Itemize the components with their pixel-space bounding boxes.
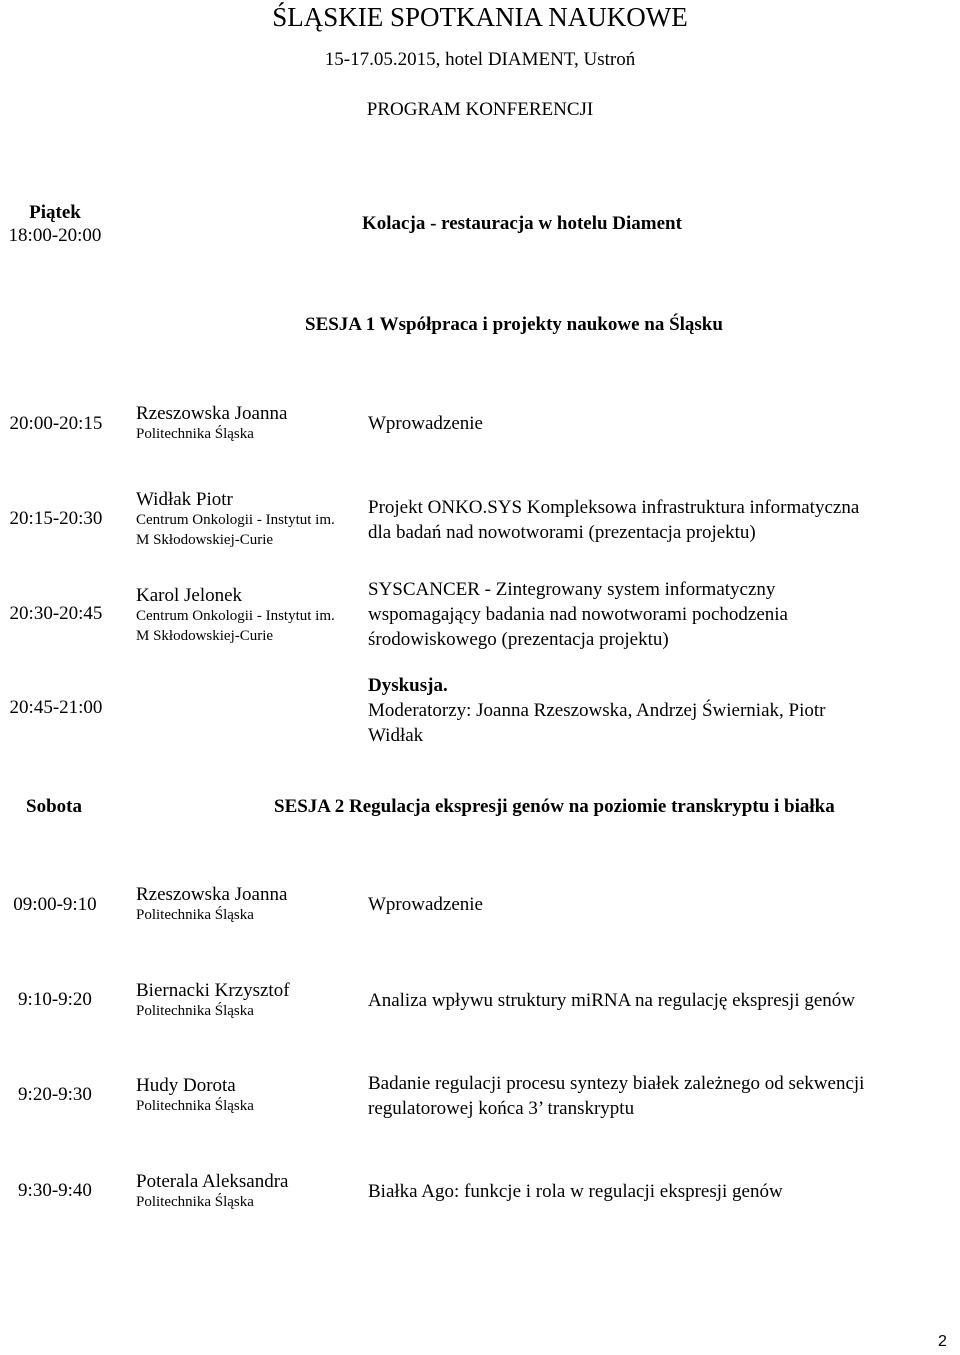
session1-item3-topic (368, 577, 788, 652)
speaker-affiliation: Centrum Onkologii - Instytut im. (136, 512, 335, 528)
session2-item2-time: 9:10-9:20 (18, 989, 92, 1010)
friday-event: Kolacja - restauracja w hotelu Diament (362, 213, 682, 234)
session2-item4-topic (368, 1179, 783, 1204)
session1-item1-speaker-block (136, 403, 287, 444)
session1-item1-time: 20:00-20:15 (9, 413, 103, 434)
page-number: 2 (938, 1333, 947, 1350)
topic-line: regulatorowej końca 3’ transkryptu (368, 1098, 635, 1119)
speaker-name: Rzeszowska Joanna (136, 403, 288, 424)
discussion-label: Dyskusja. (368, 675, 448, 696)
topic-line: Analiza wpływu struktury miRNA na regulację ekspresji genów (368, 990, 856, 1011)
session2-item1-topic (368, 892, 483, 917)
speaker-name: Poterala Aleksandra (136, 1171, 289, 1192)
friday-day-label: Piątek (29, 202, 81, 223)
speaker-affiliation: Politechnika Śląska (136, 907, 254, 923)
session1-discussion-time: 20:45-21:00 (9, 697, 103, 718)
saturday-day-label: Sobota (26, 796, 82, 817)
session1-item1-topic (368, 411, 483, 436)
speaker-affiliation: Politechnika Śląska (136, 1003, 254, 1019)
speaker-affiliation: Politechnika Śląska (136, 1098, 254, 1114)
session2-item2-topic (368, 988, 855, 1013)
session1-item2-speaker-block (136, 489, 335, 550)
topic-line: Wprowadzenie (368, 894, 483, 915)
speaker-affiliation: M Skłodowskiej-Curie (136, 532, 274, 548)
session2-item3-time: 9:20-9:30 (18, 1084, 92, 1105)
speaker-name: Biernacki Krzysztof (136, 980, 290, 1001)
session1-item2-time: 20:15-20:30 (9, 508, 103, 529)
speaker-affiliation: Politechnika Śląska (136, 1194, 254, 1210)
topic-line: Białka Ago: funkcje i rola w regulacji ekspresji genów (368, 1181, 783, 1202)
topic-line: Projekt ONKO.SYS Kompleksowa infrastruktura informatyczna (368, 497, 860, 518)
session2-item3-topic (368, 1071, 864, 1121)
session2-item1-speaker-block (136, 884, 287, 925)
speaker-name: Karol Jelonek (136, 585, 243, 606)
session2-item3-speaker-block (136, 1075, 254, 1116)
program-heading: PROGRAM KONFERENCJI (366, 99, 594, 120)
session1-item3-speaker-block (136, 585, 335, 646)
moderators-line: Widłak (368, 725, 424, 746)
moderators-line: Moderatorzy: Joanna Rzeszowska, Andrzej Świerniak, Piotr (368, 700, 826, 721)
topic-line: środowiskowego (prezentacja projektu) (368, 629, 669, 650)
session2-item2-speaker-block (136, 980, 290, 1021)
speaker-name: Hudy Dorota (136, 1075, 236, 1096)
session1-item2-topic (368, 495, 859, 545)
topic-line: Wprowadzenie (368, 413, 483, 434)
topic-line: wspomagający badania nad nowotworami pochodzenia (368, 604, 788, 625)
topic-line: dla badań nad nowotworami (prezentacja projektu) (368, 522, 756, 543)
speaker-name: Rzeszowska Joanna (136, 884, 288, 905)
session2-item1-time: 09:00-9:10 (13, 894, 97, 915)
session1-discussion (368, 673, 825, 748)
friday-day-block (0, 201, 110, 247)
topic-line: SYSCANCER - Zintegrowany system informatyczny (368, 579, 776, 600)
session1-item3-time: 20:30-20:45 (9, 603, 103, 624)
topic-line: Badanie regulacji procesu syntezy białek zależnego od sekwencji (368, 1073, 865, 1094)
speaker-affiliation: M Skłodowskiej-Curie (136, 628, 274, 644)
speaker-affiliation: Politechnika Śląska (136, 426, 254, 442)
friday-time: 18:00-20:00 (8, 225, 102, 246)
session1-title: SESJA 1 Współpraca i projekty naukowe na Śląsku (305, 314, 723, 335)
speaker-affiliation: Centrum Onkologii - Instytut im. (136, 608, 335, 624)
document-title: ŚLĄSKIE SPOTKANIA NAUKOWE (272, 2, 688, 32)
session2-item4-time: 9:30-9:40 (18, 1180, 92, 1201)
document-subtitle: 15-17.05.2015, hotel DIAMENT, Ustroń (324, 49, 636, 70)
speaker-name: Widłak Piotr (136, 489, 233, 510)
session2-item4-speaker-block (136, 1171, 288, 1212)
session2-title: SESJA 2 Regulacja ekspresji genów na poziomie transkryptu i białka (274, 796, 835, 817)
